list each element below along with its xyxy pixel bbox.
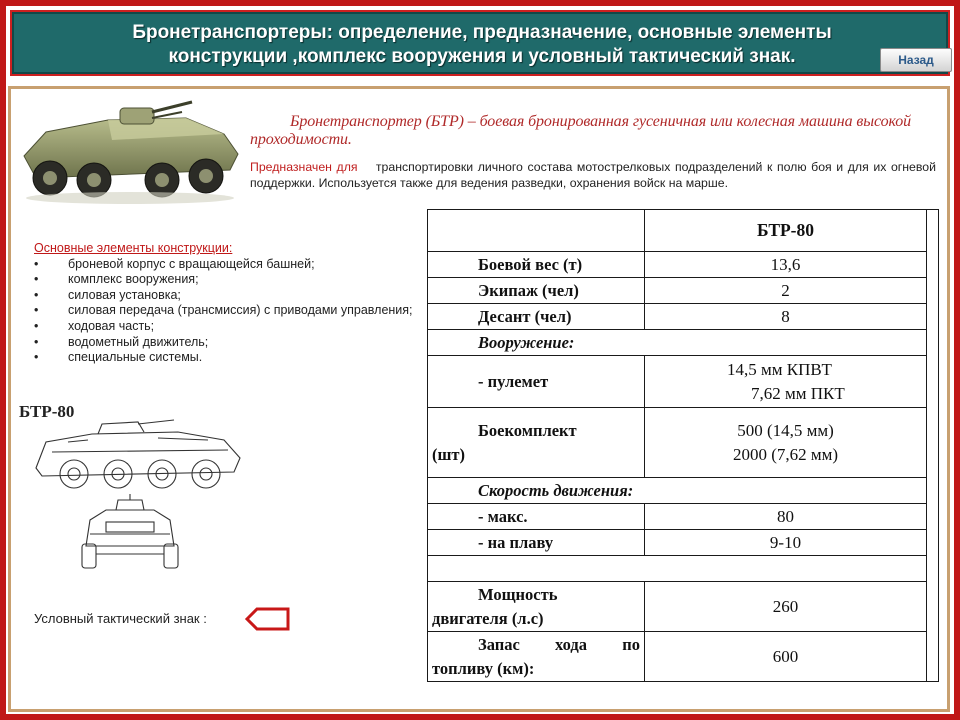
table-row bbox=[428, 278, 939, 304]
spec-value: 2 bbox=[645, 278, 927, 304]
spec-value: 8 bbox=[645, 304, 927, 330]
spec-label: Боевой вес (т) bbox=[428, 252, 645, 278]
spec-model-header: БТР-80 bbox=[645, 210, 927, 252]
spec-value: 260 bbox=[645, 582, 927, 632]
table-row bbox=[428, 252, 939, 278]
spec-label: - на плаву bbox=[428, 530, 645, 556]
table-row bbox=[428, 356, 939, 408]
list-item: • силовая передача (трансмиссия) с приводами управления; bbox=[34, 303, 424, 319]
table-row bbox=[428, 304, 939, 330]
back-button[interactable]: Назад bbox=[880, 48, 952, 72]
spec-value: 80 bbox=[645, 504, 927, 530]
tactical-sign-icon bbox=[244, 606, 292, 632]
spec-label: - макс. bbox=[428, 504, 645, 530]
spec-value: 600 bbox=[645, 632, 927, 682]
table-row bbox=[428, 556, 939, 582]
table-right-strip bbox=[927, 210, 939, 682]
table-row bbox=[428, 632, 939, 682]
spec-value-line: 14,5 мм КПВТ bbox=[727, 359, 832, 379]
table-cell bbox=[428, 210, 645, 252]
table-row bbox=[428, 582, 939, 632]
drawing-label: БТР-80 bbox=[19, 402, 75, 421]
header-banner bbox=[10, 10, 950, 76]
list-item: • комплекс вооружения; bbox=[34, 272, 424, 288]
page-title bbox=[12, 21, 952, 69]
list-item: • броневой корпус с вращающейся башней; bbox=[34, 257, 424, 273]
table-row bbox=[428, 478, 939, 504]
spec-section-speed: Скорость движения: bbox=[428, 478, 927, 504]
btr-definition: Бронетранспортер (БТР) – боевая бронированная гусеничная или колесная машина высокой проходимости. bbox=[250, 113, 912, 148]
spec-label: - пулемет bbox=[428, 356, 645, 408]
spec-value: 13,6 bbox=[645, 252, 927, 278]
btr-photo bbox=[16, 98, 244, 210]
list-item: • специальные системы. bbox=[34, 350, 424, 366]
spec-value: 9-10 bbox=[645, 530, 927, 556]
construction-elements bbox=[34, 241, 424, 366]
spec-label bbox=[428, 408, 645, 478]
spec-label: Экипаж (чел) bbox=[428, 278, 645, 304]
btr-side-drawing bbox=[28, 412, 244, 492]
spec-label bbox=[428, 632, 645, 682]
table-row bbox=[428, 330, 939, 356]
spec-label-line: Боекомплект bbox=[478, 420, 577, 440]
list-item: • силовая установка; bbox=[34, 288, 424, 304]
spec-label bbox=[428, 582, 645, 632]
construction-elements-list bbox=[34, 257, 424, 366]
spec-label-line: двигателя (л.с) bbox=[432, 608, 544, 628]
spec-value-line: 2000 (7,62 мм) bbox=[732, 444, 839, 464]
btr-purpose bbox=[250, 160, 936, 191]
table-row bbox=[428, 210, 939, 252]
construction-elements-heading: Основные элементы конструкции: bbox=[34, 241, 233, 255]
spec-label-line: (шт) bbox=[432, 444, 466, 464]
purpose-lead: Предназначен для bbox=[250, 160, 358, 174]
spec-value-line: 500 (14,5 мм) bbox=[737, 420, 834, 440]
spec-label-line: Мощность bbox=[478, 584, 558, 604]
page-title-line-2: конструкции ,комплекс вооружения и условный тактический знак. bbox=[168, 46, 796, 67]
btr-front-drawing bbox=[76, 494, 184, 570]
spec-value bbox=[645, 356, 927, 408]
list-item: • ходовая часть; bbox=[34, 319, 424, 335]
page-title-line-1: Бронетранспортеры: определение, предназначение, основные элементы bbox=[132, 22, 832, 43]
spec-label-line: топливу (км): bbox=[432, 658, 535, 678]
spec-label: Десант (чел) bbox=[428, 304, 645, 330]
table-row bbox=[428, 504, 939, 530]
table-row bbox=[428, 408, 939, 478]
spec-section-armament: Вооружение: bbox=[428, 330, 927, 356]
table-row bbox=[428, 530, 939, 556]
specs-table bbox=[427, 209, 939, 682]
purpose-text: транспортировки личного состава мотострелковых подразделений к полю боя и для их огневой поддержки. Используется также для ведения разведки, охранения войск на марше. bbox=[250, 160, 936, 190]
spec-value bbox=[645, 408, 927, 478]
spec-label-line: Запас хода по bbox=[478, 634, 640, 654]
table-cell-empty bbox=[428, 556, 927, 582]
list-item: • водометный движитель; bbox=[34, 335, 424, 351]
spec-value-line: 7,62 мм ПКТ bbox=[751, 383, 845, 403]
tactical-sign-label: Условный тактический знак : bbox=[34, 611, 207, 626]
